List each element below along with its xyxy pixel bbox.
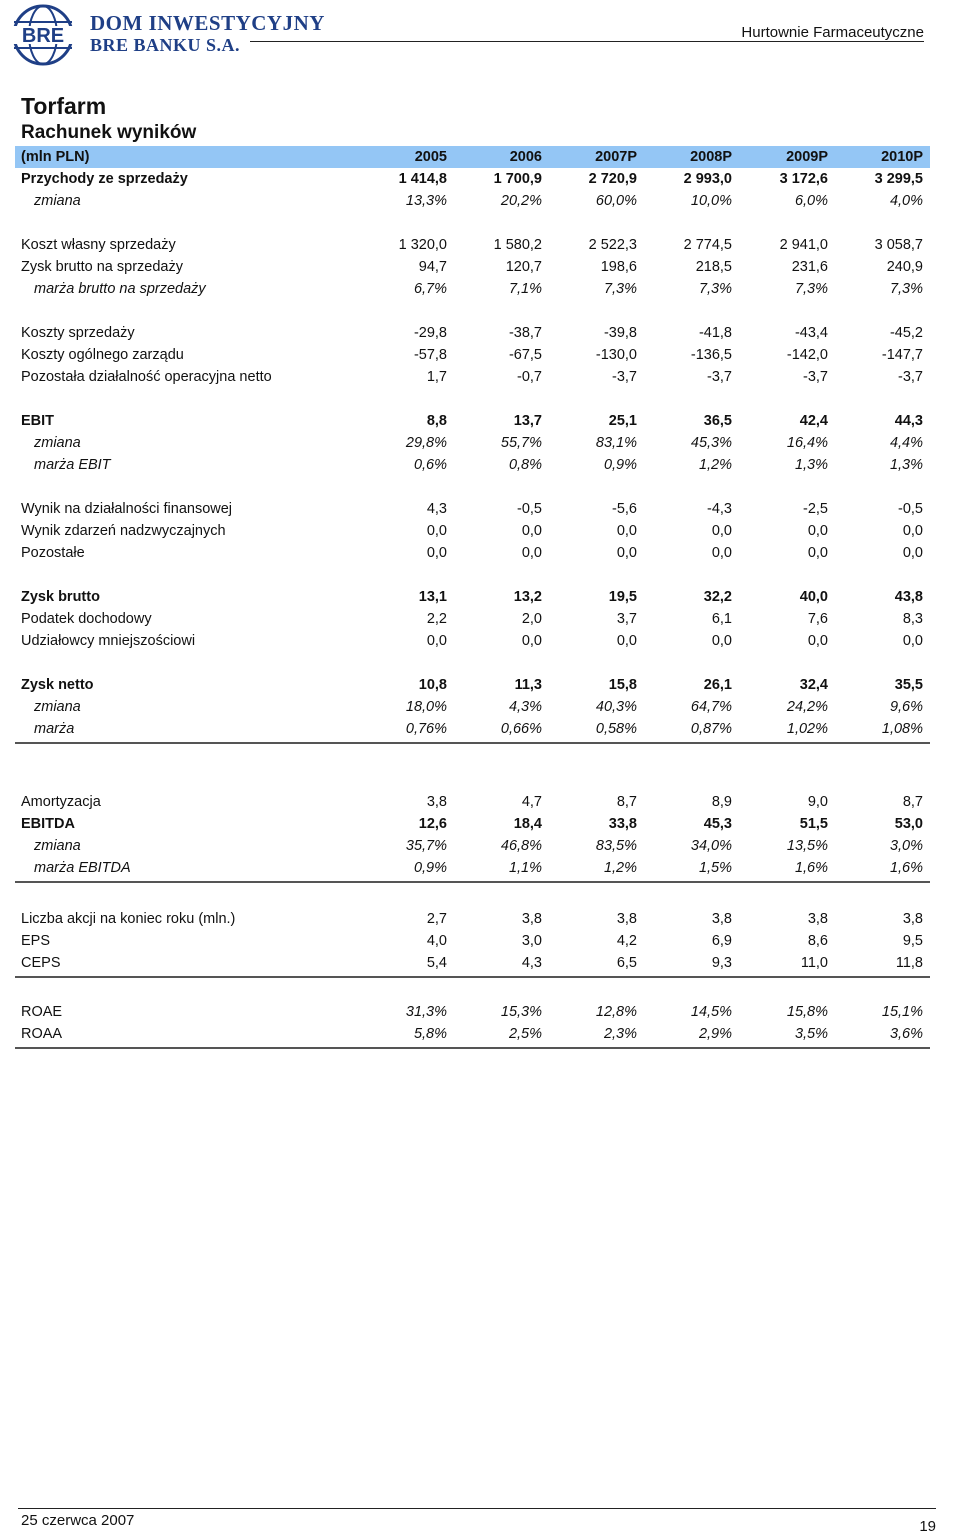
table-cell: 31,3%: [405, 1004, 447, 1020]
table-cell: 0,9%: [603, 457, 637, 473]
table-cell: 94,7: [418, 259, 447, 275]
table-cell: 2,0: [521, 611, 542, 627]
table-cell: 198,6: [600, 259, 637, 275]
table-row: [15, 278, 930, 300]
table-cell: 26,1: [703, 677, 732, 693]
year-header: 2006: [509, 149, 542, 165]
table-cell: 3,0%: [889, 838, 923, 854]
table-cell: 13,7: [513, 413, 542, 429]
table-cell: 2,9%: [698, 1026, 732, 1042]
table-cell: 40,0: [799, 589, 828, 605]
table-cell: 1 700,9: [493, 171, 542, 187]
row-label: Zysk brutto na sprzedaży: [21, 259, 183, 275]
table-cell: 40,3%: [595, 699, 637, 715]
table-cell: 33,8: [608, 816, 637, 832]
table-cell: 3,8: [902, 911, 923, 927]
table-cell: 1,08%: [881, 721, 923, 737]
table-cell: 0,0: [521, 523, 542, 539]
table-cell: -5,6: [612, 501, 637, 517]
table-cell: -136,5: [690, 347, 732, 363]
table-cell: 4,3: [521, 955, 542, 971]
page-number: 19: [919, 1518, 936, 1535]
table-cell: 3 058,7: [874, 237, 923, 253]
table-cell: -0,5: [898, 501, 923, 517]
table-cell: 8,7: [616, 794, 637, 810]
table-cell: 0,0: [902, 523, 923, 539]
table-cell: 8,3: [902, 611, 923, 627]
table-cell: -4,3: [707, 501, 732, 517]
row-label: ROAE: [21, 1004, 63, 1020]
table-cell: 2 522,3: [588, 237, 637, 253]
row-label: Pozostała działalność operacyjna netto: [21, 369, 272, 385]
table-row: [15, 520, 930, 542]
table-row: [15, 586, 930, 608]
table-cell: 2,2: [426, 611, 447, 627]
company-title: Torfarm: [21, 93, 107, 119]
table-cell: 0,0: [807, 545, 828, 561]
table-cell: 36,5: [703, 413, 732, 429]
table-cell: 0,58%: [595, 721, 637, 737]
row-label: Podatek dochodowy: [21, 611, 152, 627]
table-row: [15, 1001, 930, 1023]
table-cell: 4,3%: [508, 699, 542, 715]
table-cell: -67,5: [508, 347, 542, 363]
year-header: 2010P: [881, 149, 923, 165]
row-label: ROAA: [21, 1026, 63, 1042]
table-cell: 13,5%: [786, 838, 828, 854]
table-cell: 1 414,8: [398, 171, 447, 187]
row-label: EBITDA: [21, 816, 75, 832]
table-row: [15, 542, 930, 564]
table-cell: 18,0%: [405, 699, 447, 715]
row-label: marża: [34, 721, 75, 737]
table-cell: -29,8: [413, 325, 447, 341]
table-cell: 1,2%: [603, 860, 637, 876]
table-cell: -147,7: [881, 347, 923, 363]
table-cell: 9,6%: [889, 699, 923, 715]
table-cell: 218,5: [695, 259, 732, 275]
row-label: Koszty ogólnego zarządu: [21, 347, 184, 363]
table-cell: 2,7: [426, 911, 447, 927]
row-label: Koszt własny sprzedaży: [21, 237, 176, 253]
table-cell: 8,9: [711, 794, 732, 810]
table-cell: 2 720,9: [588, 171, 637, 187]
table-cell: -43,4: [794, 325, 828, 341]
table-cell: 32,4: [799, 677, 828, 693]
table-row: [15, 630, 930, 652]
table-row: [15, 908, 930, 930]
row-spacer: [15, 212, 930, 234]
table-cell: 6,1: [711, 611, 732, 627]
table-row: [15, 791, 930, 813]
table-cell: 2 941,0: [779, 237, 828, 253]
row-label: Wynik na działalności finansowej: [21, 501, 233, 517]
table-cell: 1,3%: [889, 457, 923, 473]
row-label: zmiana: [34, 193, 81, 209]
table-cell: 13,3%: [405, 193, 447, 209]
table-cell: 3,8: [521, 911, 542, 927]
table-cell: 45,3%: [690, 435, 732, 451]
table-cell: 10,8: [418, 677, 447, 693]
table-cell: 1 320,0: [398, 237, 447, 253]
table-row: [15, 366, 930, 388]
table-cell: 4,2: [616, 933, 637, 949]
table-cell: 0,0: [902, 545, 923, 561]
table-cell: 0,0: [426, 545, 447, 561]
table-cell: 13,1: [418, 589, 447, 605]
table-row: [15, 322, 930, 344]
table-cell: -2,5: [803, 501, 828, 517]
table-cell: 34,0%: [690, 838, 732, 854]
table-cell: 3,8: [426, 794, 447, 810]
table-cell: 9,3: [711, 955, 732, 971]
year-header: 2009P: [786, 149, 828, 165]
table-cell: 4,4%: [889, 435, 923, 451]
table-cell: -45,2: [889, 325, 923, 341]
row-label: Przychody ze sprzedaży: [21, 171, 188, 187]
row-label: Zysk netto: [21, 677, 94, 693]
footer-divider: [18, 1508, 936, 1509]
table-cell: 83,5%: [595, 838, 637, 854]
table-row: [15, 1023, 930, 1049]
table-cell: 13,2: [513, 589, 542, 605]
table-cell: 10,0%: [690, 193, 732, 209]
table-cell: 4,0: [426, 933, 447, 949]
table-cell: 6,9: [711, 933, 732, 949]
table-cell: 64,7%: [690, 699, 732, 715]
table-cell: 16,4%: [786, 435, 828, 451]
table-cell: 11,0: [800, 955, 828, 971]
table-cell: 6,5: [616, 955, 637, 971]
table-cell: 0,0: [807, 633, 828, 649]
table-cell: 0,0: [426, 633, 447, 649]
table-cell: 15,8: [608, 677, 637, 693]
table-cell: 15,8%: [786, 1004, 828, 1020]
row-label: Liczba akcji na koniec roku (mln.): [21, 911, 236, 927]
table-row: [15, 952, 930, 978]
brand-line-2: BRE BANKU S.A.: [90, 35, 241, 55]
table-row: [15, 835, 930, 857]
table-cell: 0,0: [711, 545, 732, 561]
row-label: Zysk brutto: [21, 589, 100, 605]
row-label: marża brutto na sprzedaży: [34, 281, 206, 297]
table-cell: 3,0: [521, 933, 542, 949]
table-cell: 11,8: [895, 955, 923, 971]
table-cell: 9,5: [902, 933, 923, 949]
table-cell: 43,8: [894, 589, 923, 605]
row-label: EBIT: [21, 413, 55, 429]
table-cell: 6,0%: [794, 193, 828, 209]
row-spacer: [15, 883, 930, 908]
table-cell: 42,4: [799, 413, 828, 429]
table-cell: 3,8: [807, 911, 828, 927]
brand-name: [90, 12, 325, 56]
table-cell: 60,0%: [595, 193, 637, 209]
row-spacer: [15, 388, 930, 410]
table-cell: 8,7: [902, 794, 923, 810]
logo-text: BRE: [21, 25, 65, 47]
row-spacer: [15, 744, 930, 791]
table-cell: -38,7: [508, 325, 542, 341]
table-cell: 0,0: [807, 523, 828, 539]
table-cell: 7,1%: [508, 281, 542, 297]
table-cell: 32,2: [703, 589, 732, 605]
row-label: Amortyzacja: [21, 794, 101, 810]
table-row: [15, 410, 930, 432]
table-cell: 1 580,2: [493, 237, 542, 253]
table-row: [15, 498, 930, 520]
table-cell: -57,8: [413, 347, 447, 363]
table-cell: 1,3%: [794, 457, 828, 473]
table-cell: 35,5: [894, 677, 923, 693]
table-cell: 12,6: [418, 816, 447, 832]
table-cell: 7,6: [807, 611, 828, 627]
table-cell: 231,6: [791, 259, 828, 275]
table-cell: 4,0%: [889, 193, 923, 209]
income-statement-table: [15, 146, 930, 1049]
table-cell: 12,8%: [595, 1004, 637, 1020]
table-cell: 1,02%: [786, 721, 828, 737]
table-cell: 3,8: [711, 911, 732, 927]
table-cell: -3,7: [898, 369, 923, 385]
header-divider: [250, 41, 924, 42]
table-cell: 0,0: [711, 633, 732, 649]
bre-logo: [4, 4, 82, 66]
table-cell: -0,5: [517, 501, 542, 517]
row-spacer: [15, 564, 930, 586]
table-cell: -39,8: [603, 325, 637, 341]
table-cell: 18,4: [513, 816, 542, 832]
table-cell: 11,3: [514, 677, 542, 693]
table-cell: 0,0: [521, 633, 542, 649]
table-row: [15, 674, 930, 696]
row-label: CEPS: [21, 955, 61, 971]
table-cell: 5,4: [426, 955, 447, 971]
year-header: 2008P: [690, 149, 732, 165]
row-spacer: [15, 652, 930, 674]
table-cell: 0,8%: [508, 457, 542, 473]
table-cell: 0,0: [426, 523, 447, 539]
row-label: Pozostałe: [21, 545, 85, 561]
row-label: Koszty sprzedaży: [21, 325, 135, 341]
table-cell: 29,8%: [405, 435, 447, 451]
table-row: [15, 234, 930, 256]
brand-line-1: DOM INWESTYCYJNY: [90, 11, 325, 35]
table-header-row: [15, 146, 930, 168]
table-cell: 3,6%: [889, 1026, 923, 1042]
table-cell: -3,7: [612, 369, 637, 385]
table-cell: 0,0: [616, 633, 637, 649]
statement-title: Rachunek wyników: [21, 122, 197, 143]
table-cell: 1,5%: [698, 860, 732, 876]
table-cell: 51,5: [799, 816, 828, 832]
table-cell: 3,5%: [794, 1026, 828, 1042]
table-cell: 0,6%: [413, 457, 447, 473]
table-cell: 4,7: [521, 794, 542, 810]
table-row: [15, 190, 930, 212]
table-cell: 0,0: [521, 545, 542, 561]
table-cell: 5,8%: [413, 1026, 447, 1042]
row-label: EPS: [21, 933, 51, 949]
table-cell: 1,6%: [794, 860, 828, 876]
table-cell: 0,9%: [413, 860, 447, 876]
table-cell: 0,87%: [690, 721, 732, 737]
table-row: [15, 718, 930, 744]
table-cell: 8,6: [807, 933, 828, 949]
table-cell: 0,66%: [500, 721, 542, 737]
year-header: 2005: [414, 149, 447, 165]
table-cell: 1,2%: [698, 457, 732, 473]
table-row: [15, 696, 930, 718]
table-cell: 0,0: [711, 523, 732, 539]
table-cell: 3,7: [616, 611, 637, 627]
table-cell: 45,3: [703, 816, 732, 832]
table-row: [15, 256, 930, 278]
table-cell: 7,3%: [889, 281, 923, 297]
table-cell: 6,7%: [413, 281, 447, 297]
table-cell: 0,0: [902, 633, 923, 649]
table-cell: -142,0: [786, 347, 828, 363]
table-cell: 0,0: [616, 545, 637, 561]
row-label: Wynik zdarzeń nadzwyczajnych: [21, 523, 226, 539]
section-title: Hurtownie Farmaceutyczne: [741, 24, 924, 41]
table-cell: -3,7: [803, 369, 828, 385]
row-label: zmiana: [34, 838, 81, 854]
table-row: [15, 344, 930, 366]
table-cell: 55,7%: [500, 435, 542, 451]
table-cell: 2,5%: [508, 1026, 542, 1042]
table-cell: 9,0: [807, 794, 828, 810]
row-label: Udziałowcy mniejszościowi: [21, 633, 196, 649]
table-cell: 24,2%: [786, 699, 828, 715]
table-cell: 53,0: [894, 816, 923, 832]
table-cell: 46,8%: [500, 838, 542, 854]
table-row: [15, 813, 930, 835]
table-cell: 3,8: [616, 911, 637, 927]
table-cell: 0,0: [616, 523, 637, 539]
table-cell: 15,3%: [500, 1004, 542, 1020]
table-cell: 1,6%: [889, 860, 923, 876]
row-label: zmiana: [34, 435, 81, 451]
table-cell: 1,7: [426, 369, 447, 385]
row-label: marża EBITDA: [34, 860, 131, 876]
table-row: [15, 168, 930, 190]
table-cell: 2 774,5: [683, 237, 732, 253]
table-cell: 44,3: [894, 413, 923, 429]
table-row: [15, 857, 930, 883]
table-cell: 7,3%: [794, 281, 828, 297]
table-cell: 4,3: [426, 501, 447, 517]
table-cell: 2 993,0: [683, 171, 732, 187]
table-cell: 3 172,6: [779, 171, 828, 187]
unit-label: (mln PLN): [21, 149, 90, 165]
table-cell: 3 299,5: [874, 171, 923, 187]
table-row: [15, 432, 930, 454]
row-spacer: [15, 978, 930, 1001]
table-cell: -3,7: [707, 369, 732, 385]
table-cell: 240,9: [886, 259, 923, 275]
table-cell: 1,1%: [508, 860, 542, 876]
table-cell: 15,1%: [881, 1004, 923, 1020]
table-cell: 2,3%: [603, 1026, 637, 1042]
table-cell: 83,1%: [595, 435, 637, 451]
table-cell: 0,76%: [405, 721, 447, 737]
table-row: [15, 608, 930, 630]
table-row: [15, 930, 930, 952]
table-cell: 8,8: [426, 413, 447, 429]
table-cell: -130,0: [595, 347, 637, 363]
table-cell: -41,8: [698, 325, 732, 341]
row-label: marża EBIT: [34, 457, 111, 473]
table-cell: 35,7%: [405, 838, 447, 854]
row-spacer: [15, 476, 930, 498]
table-cell: -0,7: [517, 369, 542, 385]
row-label: zmiana: [34, 699, 81, 715]
table-cell: 25,1: [608, 413, 637, 429]
table-cell: 7,3%: [698, 281, 732, 297]
footer-date: 25 czerwca 2007: [21, 1512, 135, 1529]
row-spacer: [15, 300, 930, 322]
table-row: [15, 454, 930, 476]
table-cell: 14,5%: [690, 1004, 732, 1020]
table-cell: 120,7: [505, 259, 542, 275]
table-cell: 7,3%: [603, 281, 637, 297]
table-cell: 20,2%: [500, 193, 542, 209]
table-cell: 19,5: [608, 589, 637, 605]
year-header: 2007P: [595, 149, 637, 165]
